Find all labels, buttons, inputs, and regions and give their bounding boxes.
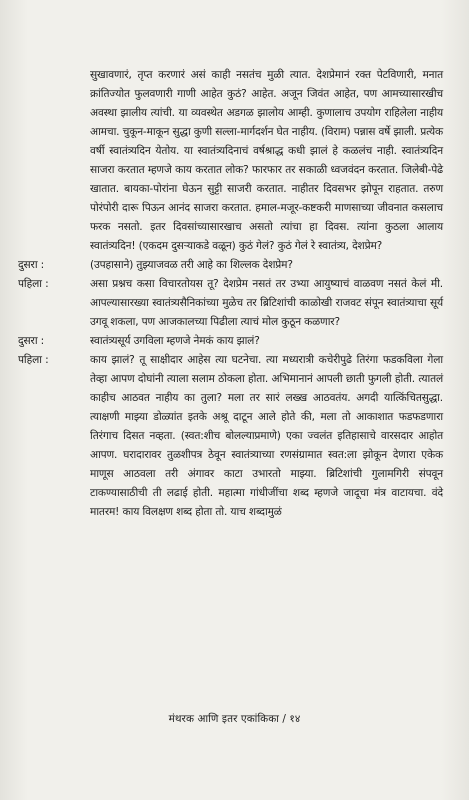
dialogue-block bbox=[0, 275, 469, 332]
dialogue-text: स्वातंत्र्यसूर्य उगविला म्हणजे नेमकं काय झालं? bbox=[90, 335, 260, 347]
dialogue-text: सुखावणारं, तृप्त करणारं असं काही नसतंच मुळी त्यात. देशप्रेमानं रक्त पेटविणारी, मनात क्रांतिज्योत फुलवणारी गाणी आहेत कुठं? आहेत. अजून जिवंत आहेत, पण आमच्यासारखीच अवस्था झालीय त्यांची. या व्यवस्थेत अडगळ झालोय आम्ही. कुणालाच उपयोग राहिलेला नाहीय आमचा. चुकून-माकून सुद्धा कुणी सल्ला-मार्गदर्शन घेत नाहीय. (विराम) पन्नास वर्षे झाली. प्रत्येक वर्षी स्वातंत्र्यदिन येतोय. या स्वातंत्र्यदिनाचं वर्षश्राद्ध कधी झालं हे कळलंच नाही. स्वातंत्र्यदिन साजरा करतात म्हणजे काय करतात लोक? फारफार तर सकाळी ध्वजवंदन करतात. जिलेबी-पेढे खातात. बायका-पोरांना घेऊन सुट्टी साजरी करतात. नाहीतर दिवसभर झोपून राहतात. तरुण पोरंपोरी दारू पिऊन आनंद साजरा करतात. हमाल-मजूर-कष्टकरी माणसाच्या जीवनात कसलाच फरक नसतो. इतर दिवसांच्यासारखाच असतो त्यांचा हा दिवस. त्यांना कुठला आलाय स्वातंत्र्यदिन! (एकदम दुसऱ्याकडे वळून) कुठं गेलं? कुठं गेलं रे स्वातंत्र्य, देशप्रेम? bbox=[90, 69, 443, 252]
dialogue-block bbox=[0, 332, 469, 351]
dialogue-block bbox=[0, 66, 469, 256]
dialogue-text: असा प्रश्नच कसा विचारतोयस तू? देशप्रेम नसतं तर उभ्या आयुष्याचं वाळवण नसतं केलं मी. आपल्यासारख्या स्वातंत्र्यसैनिकांच्या मुळेच तर ब्रिटिशांची काळोखी राजवट संपून स्वातंत्र्याचा सूर्य उगवू शकला, पण आजकालच्या पिढीला त्याचं मोल कुठून कळणार? bbox=[90, 278, 443, 328]
speaker-label: दुसरा : bbox=[18, 259, 45, 271]
page-body bbox=[0, 66, 469, 522]
dialogue-text: (उपहासाने) तुझ्याजवळ तरी आहे का शिल्लक देशप्रेम? bbox=[90, 259, 293, 271]
speaker-label bbox=[0, 66, 90, 256]
dialogue-block bbox=[0, 351, 469, 522]
dialogue-block bbox=[0, 256, 469, 275]
speaker-label: पहिला : bbox=[18, 354, 49, 366]
speaker-label: दुसरा : bbox=[18, 335, 45, 347]
page-footer: मंथरक आणि इतर एकांकिका / १४ bbox=[168, 713, 301, 725]
dialogue-text: काय झालं? तू साक्षीदार आहेस त्या घटनेचा. त्या मध्यरात्री कचेरीपुढे तिरंगा फडकविला गेला तेव्हा आपण दोघांनी त्याला सलाम ठोकला होता. अभिमानानं आपली छाती फुगली होती. त्यातलं काहीच आठवत नाहीय का तुला? मला तर सारं लख्ख आठवतंय. अगदी यात्किंचितसुद्धा. त्याक्षणी माझ्या डोळ्यांत इतके अश्रू दाटून आले होते की, मला तो आकाशात फडफडणारा तिरंगाच दिसत नव्हता. (स्वत:शीच बोलल्याप्रमाणे) एका ज्वलंत इतिहासाचे वारसदार आहोत आपण. घरादारावर तुळशीपत्र ठेवून स्वातंत्र्याच्या रणसंग्रामात स्वत:ला झोकून देणारा एकेक माणूस आठवला तरी अंगावर काटा उभारतो माझ्या. ब्रिटिशांची गुलामगिरी संपवून टाकण्यासाठीची ती लढाई होती. महात्मा गांधीजींचा शब्द म्हणजे जादूचा मंत्र वाटायचा. वंदे मातरम! काय विलक्षण शब्द होता तो. याच शब्दामुळं bbox=[90, 354, 443, 518]
speaker-label: पहिला : bbox=[18, 278, 49, 290]
